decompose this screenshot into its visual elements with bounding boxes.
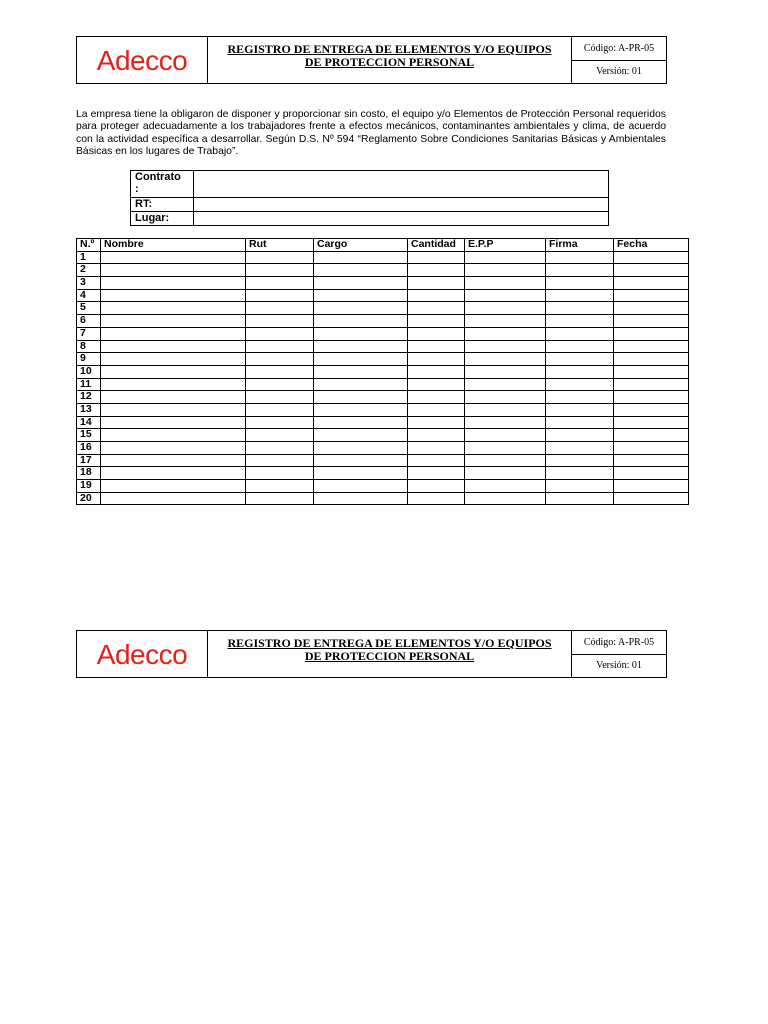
table-cell[interactable] [314,454,408,467]
column-header: Cantidad [408,239,465,252]
table-row [77,480,689,493]
table-cell[interactable] [408,492,465,505]
table-row [77,391,689,404]
table-cell[interactable] [408,264,465,277]
column-header: Firma [546,239,614,252]
table-cell[interactable] [465,467,546,480]
table-cell[interactable] [246,480,314,493]
table-cell[interactable] [314,315,408,328]
table-cell[interactable] [408,442,465,455]
table-cell[interactable] [546,277,614,290]
table-cell[interactable] [246,429,314,442]
column-header: Rut [246,239,314,252]
table-cell[interactable] [314,353,408,366]
table-cell[interactable] [546,264,614,277]
table-cell[interactable] [246,302,314,315]
table-cell[interactable] [465,365,546,378]
table-cell[interactable] [246,251,314,264]
table-cell[interactable] [614,327,689,340]
table-cell[interactable] [546,289,614,302]
table-body [77,251,689,505]
table-cell[interactable] [465,277,546,290]
table-cell[interactable] [314,391,408,404]
table-cell[interactable] [465,454,546,467]
table-row [77,429,689,442]
table-cell[interactable] [408,454,465,467]
table-row [77,289,689,302]
document-title: REGISTRO DE ENTREGA DE ELEMENTOS Y/O EQUIPOS DE PROTECCION PERSONAL [227,42,552,69]
table-cell[interactable] [546,327,614,340]
table-cell[interactable] [101,416,246,429]
table-cell[interactable] [408,365,465,378]
table-cell[interactable] [101,429,246,442]
row-number: 7 [77,327,101,340]
contrato-field[interactable] [194,171,609,198]
row-number: 20 [77,492,101,505]
table-cell[interactable] [465,492,546,505]
table-cell[interactable] [465,378,546,391]
table-cell[interactable] [546,442,614,455]
table-row [77,340,689,353]
table-cell[interactable] [465,403,546,416]
row-number: 14 [77,416,101,429]
table-cell[interactable] [314,277,408,290]
table-row [77,302,689,315]
table-cell[interactable] [408,340,465,353]
lugar-field[interactable] [194,212,609,226]
title-cell [208,631,572,677]
table-cell[interactable] [246,454,314,467]
row-number: 1 [77,251,101,264]
logo-cell [77,631,208,677]
table-cell[interactable] [246,289,314,302]
table-cell[interactable] [101,277,246,290]
table-cell[interactable] [614,429,689,442]
table-cell[interactable] [101,264,246,277]
table-cell[interactable] [465,353,546,366]
table-cell[interactable] [246,340,314,353]
table-row [77,264,689,277]
row-number: 6 [77,315,101,328]
table-cell[interactable] [246,277,314,290]
table-cell[interactable] [546,429,614,442]
table-cell[interactable] [614,403,689,416]
column-header: Cargo [314,239,408,252]
row-number: 12 [77,391,101,404]
column-header: Fecha [614,239,689,252]
logo-cell [77,37,208,83]
table-cell[interactable] [408,302,465,315]
table-cell[interactable] [465,251,546,264]
table-cell[interactable] [546,492,614,505]
table-cell[interactable] [614,251,689,264]
table-cell[interactable] [546,416,614,429]
table-cell[interactable] [314,492,408,505]
table-cell[interactable] [246,416,314,429]
table-cell[interactable] [465,289,546,302]
table-cell[interactable] [314,289,408,302]
row-number: 4 [77,289,101,302]
intro-paragraph: La empresa tiene la obligaron de disponer y proporcionar sin costo, el equipo y/o Elementos de Protección Personal requeridos para proteger adecuadamente a los trabajadores frente a efectos mecánicos, contaminantes ambientales y clima, de acuerdo con la actividad específica a desarrollar. Según D.S. Nº 594 “Reglamento Sobre Condiciones Sanitarias Básicas y Ambientales Básicas en los lugares de Trabajo”. [76,109,666,158]
table-cell[interactable] [246,315,314,328]
table-cell[interactable] [101,480,246,493]
table-cell[interactable] [408,480,465,493]
table-row [77,353,689,366]
table-cell[interactable] [246,365,314,378]
document-title: REGISTRO DE ENTREGA DE ELEMENTOS Y/O EQUIPOS DE PROTECCION PERSONAL [227,636,552,663]
table-cell[interactable] [314,403,408,416]
table-cell[interactable] [465,302,546,315]
table-cell[interactable] [546,480,614,493]
table-cell[interactable] [465,442,546,455]
table-cell[interactable] [408,289,465,302]
table-cell[interactable] [408,251,465,264]
table-cell[interactable] [614,492,689,505]
contrato-label: Contrato : [131,171,194,198]
column-header: E.P.P [465,239,546,252]
table-cell[interactable] [465,429,546,442]
table-cell[interactable] [465,315,546,328]
document-code: Código: A-PR-05 [572,631,666,655]
table-cell[interactable] [246,391,314,404]
document-code: Código: A-PR-05 [572,37,666,61]
table-cell[interactable] [614,315,689,328]
table-cell[interactable] [546,340,614,353]
row-number: 19 [77,480,101,493]
table-cell[interactable] [546,467,614,480]
table-row [77,467,689,480]
table-cell[interactable] [314,264,408,277]
table-cell[interactable] [408,467,465,480]
table-cell[interactable] [408,327,465,340]
table-cell[interactable] [314,302,408,315]
table-cell[interactable] [314,251,408,264]
table-cell[interactable] [314,467,408,480]
table-cell[interactable] [546,251,614,264]
table-cell[interactable] [614,340,689,353]
row-number: 11 [77,378,101,391]
table-cell[interactable] [101,378,246,391]
table-cell[interactable] [614,391,689,404]
row-number: 5 [77,302,101,315]
row-number: 9 [77,353,101,366]
table-cell[interactable] [408,416,465,429]
table-cell[interactable] [614,302,689,315]
table-cell[interactable] [314,480,408,493]
table-cell[interactable] [614,454,689,467]
table-cell[interactable] [614,442,689,455]
table-cell[interactable] [614,277,689,290]
column-header: Nombre [101,239,246,252]
table-cell[interactable] [246,492,314,505]
row-number: 10 [77,365,101,378]
table-cell[interactable] [465,391,546,404]
table-cell[interactable] [546,378,614,391]
lugar-label: Lugar: [131,212,194,226]
row-number: 3 [77,277,101,290]
table-cell[interactable] [246,264,314,277]
table-cell[interactable] [614,480,689,493]
row-number: 18 [77,467,101,480]
rt-label: RT: [131,198,194,212]
meta-cell [572,37,666,83]
table-cell[interactable] [314,442,408,455]
table-cell[interactable] [546,302,614,315]
document-version: Versión: 01 [596,66,642,78]
table-cell[interactable] [314,340,408,353]
adecco-logo: Adecco [96,639,188,670]
table-cell[interactable] [314,365,408,378]
table-row [77,327,689,340]
table-cell[interactable] [546,365,614,378]
table-cell[interactable] [408,403,465,416]
table-cell[interactable] [614,353,689,366]
table-cell[interactable] [101,327,246,340]
table-cell[interactable] [614,365,689,378]
table-row [77,315,689,328]
table-cell[interactable] [614,416,689,429]
table-cell[interactable] [408,277,465,290]
table-cell[interactable] [546,403,614,416]
column-header: N.º [77,239,101,252]
table-row [77,416,689,429]
meta-cell [572,631,666,677]
contract-info-table [130,170,609,226]
table-cell[interactable] [101,442,246,455]
table-row [77,277,689,290]
table-cell[interactable] [314,327,408,340]
table-row [77,454,689,467]
row-number: 8 [77,340,101,353]
row-number: 2 [77,264,101,277]
row-number: 17 [77,454,101,467]
table-cell[interactable] [314,416,408,429]
table-row [77,492,689,505]
table-cell[interactable] [246,378,314,391]
table-cell[interactable] [101,315,246,328]
row-number: 15 [77,429,101,442]
table-cell[interactable] [246,467,314,480]
table-cell[interactable] [614,378,689,391]
table-cell[interactable] [465,340,546,353]
table-cell[interactable] [314,378,408,391]
document-header [76,36,667,84]
row-number: 16 [77,442,101,455]
table-cell[interactable] [101,353,246,366]
table-cell[interactable] [465,264,546,277]
table-cell[interactable] [408,315,465,328]
table-row [77,365,689,378]
document-header-repeat [76,630,667,678]
row-number: 13 [77,403,101,416]
table-row [77,378,689,391]
rt-field[interactable] [194,198,609,212]
delivery-register-table [76,238,689,505]
table-cell[interactable] [546,454,614,467]
title-cell [208,37,572,83]
table-cell[interactable] [101,289,246,302]
table-header-row [77,239,689,252]
table-row [77,442,689,455]
table-cell[interactable] [546,353,614,366]
table-cell[interactable] [246,353,314,366]
table-cell[interactable] [408,378,465,391]
table-cell[interactable] [408,391,465,404]
table-cell[interactable] [465,416,546,429]
table-cell[interactable] [546,315,614,328]
table-cell[interactable] [614,264,689,277]
table-cell[interactable] [465,480,546,493]
table-cell[interactable] [408,429,465,442]
table-cell[interactable] [101,365,246,378]
table-cell[interactable] [101,391,246,404]
table-cell[interactable] [101,403,246,416]
table-cell[interactable] [101,492,246,505]
table-row [77,403,689,416]
table-cell[interactable] [101,454,246,467]
table-cell[interactable] [614,467,689,480]
table-cell[interactable] [246,403,314,416]
adecco-logo: Adecco [96,45,188,76]
table-cell[interactable] [101,340,246,353]
table-cell[interactable] [546,391,614,404]
document-version: Versión: 01 [596,660,642,672]
table-cell[interactable] [101,251,246,264]
table-cell[interactable] [465,327,546,340]
table-cell[interactable] [101,302,246,315]
table-row [77,251,689,264]
table-cell[interactable] [246,442,314,455]
table-cell[interactable] [408,353,465,366]
table-cell[interactable] [314,429,408,442]
table-cell[interactable] [101,467,246,480]
table-cell[interactable] [614,289,689,302]
table-cell[interactable] [246,327,314,340]
